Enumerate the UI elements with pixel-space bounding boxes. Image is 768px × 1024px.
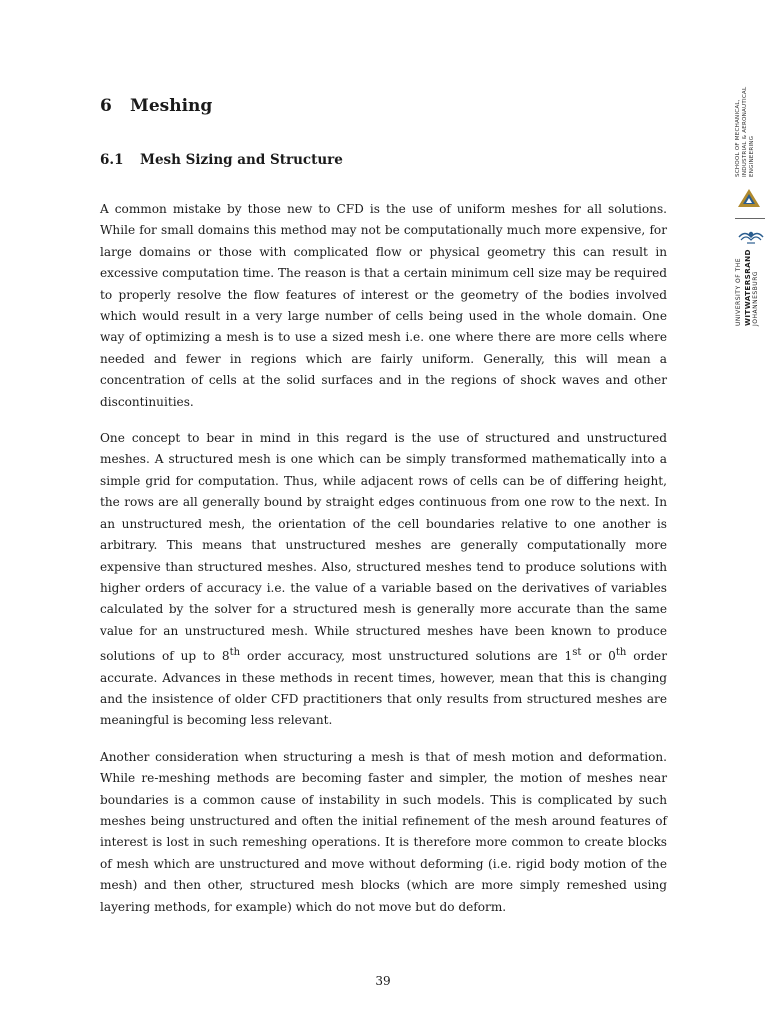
page-number: 39 [375,974,391,988]
paragraph-uniform-meshes: A common mistake by those new to CFD is the use of uniform meshes for all solutions. While for small domains this method may not be computationally much more expensive, for large domains or those with complicated flow or physical geometry this can result in excessive computation time. The reason is that a certain minimum cell size may be required to properly resolve the flow features of interest or the geometry of the bodies involved which would result in a very large number of cells being used in the whole domain. One way of optimizing a mesh is to use a sized mesh i.e. one where there are more cells where needed and fewer in regions which are fairly uniform. Generally, this will mean a concentration of cells at the solid surfaces and in the regions of shock waves and other discontinuities. [100,202,667,409]
university-logo-text [735,240,765,326]
paragraph-structured-meshes [100,428,667,732]
subsection-number: 6.1 [100,152,124,168]
section-heading [100,96,212,116]
superscript-th: th [229,647,241,659]
university-logo-line: JOHANNESBURG [752,270,759,326]
paragraph-text: order accurate. Advances in these methods in recent times, however, mean that this is changing and the insistence of older CFD practitioners that only results from structured meshes are meaningful is becoming less relevant. [100,649,667,728]
paragraph-text: or 0 [581,649,616,664]
section-number: 6 [100,96,112,116]
school-logo [735,82,765,210]
school-logo-line: INDUSTRIAL & AERONAUTICAL [742,86,748,177]
university-logo [735,228,767,328]
university-logo-line: UNIVERSITY OF THE [735,257,742,326]
body-text [100,199,667,933]
school-logo-line: SCHOOL OF MECHANICAL, [735,99,741,177]
logo-divider [735,218,765,219]
section-title: Meshing [130,96,213,116]
superscript-th: th [615,647,627,659]
subsection-heading [100,152,343,168]
school-logo-text [735,82,765,177]
university-logo-line: WITWATERSRAND [742,249,752,326]
subsection-title: Mesh Sizing and Structure [140,152,343,168]
superscript-st: st [572,647,582,659]
school-triangle-icon [737,188,761,208]
paragraph-text: order accuracy, most unstructured solutions are 1 [240,649,573,664]
school-logo-line: ENGINEERING [749,135,755,177]
paragraph-mesh-motion: Another consideration when structuring a mesh is that of mesh motion and deformation. While re-meshing methods are becoming faster and simpler, the motion of meshes near boundaries is a common cause of instability in such models. This is complicated by such meshes being unstructured and often the initial refinement of the mesh around features of interest is lost in such remeshing operations. It is therefore more common to create blocks of mesh which are unstructured and move without deforming (i.e. rigid body motion of the mesh) and then other, structured mesh blocks (which are more simply remeshed using layering methods, for example) which do not move but do deform. [100,749,667,914]
paragraph-text: One concept to bear in mind in this regard is the use of structured and unstructured meshes. A structured mesh is one which can be simply transformed mathematically into a simple grid for computation. Thus, while adjacent rows of cells can be of differing height, the rows are all generally bound by straight edges continuous from one row to the next. In an unstructured mesh, the orientation of the cell boundaries relative to one another is arbitrary. This means that unstructured meshes are generally computationally more expensive than structured meshes. Also, structured meshes tend to produce solutions with higher orders of accuracy i.e. the value of a variable based on the derivatives of variables calculated by the solver for a structured mesh is generally more accurate than the same value for an unstructured mesh. While structured meshes have been known to produce solutions of up to 8 [100,431,667,664]
